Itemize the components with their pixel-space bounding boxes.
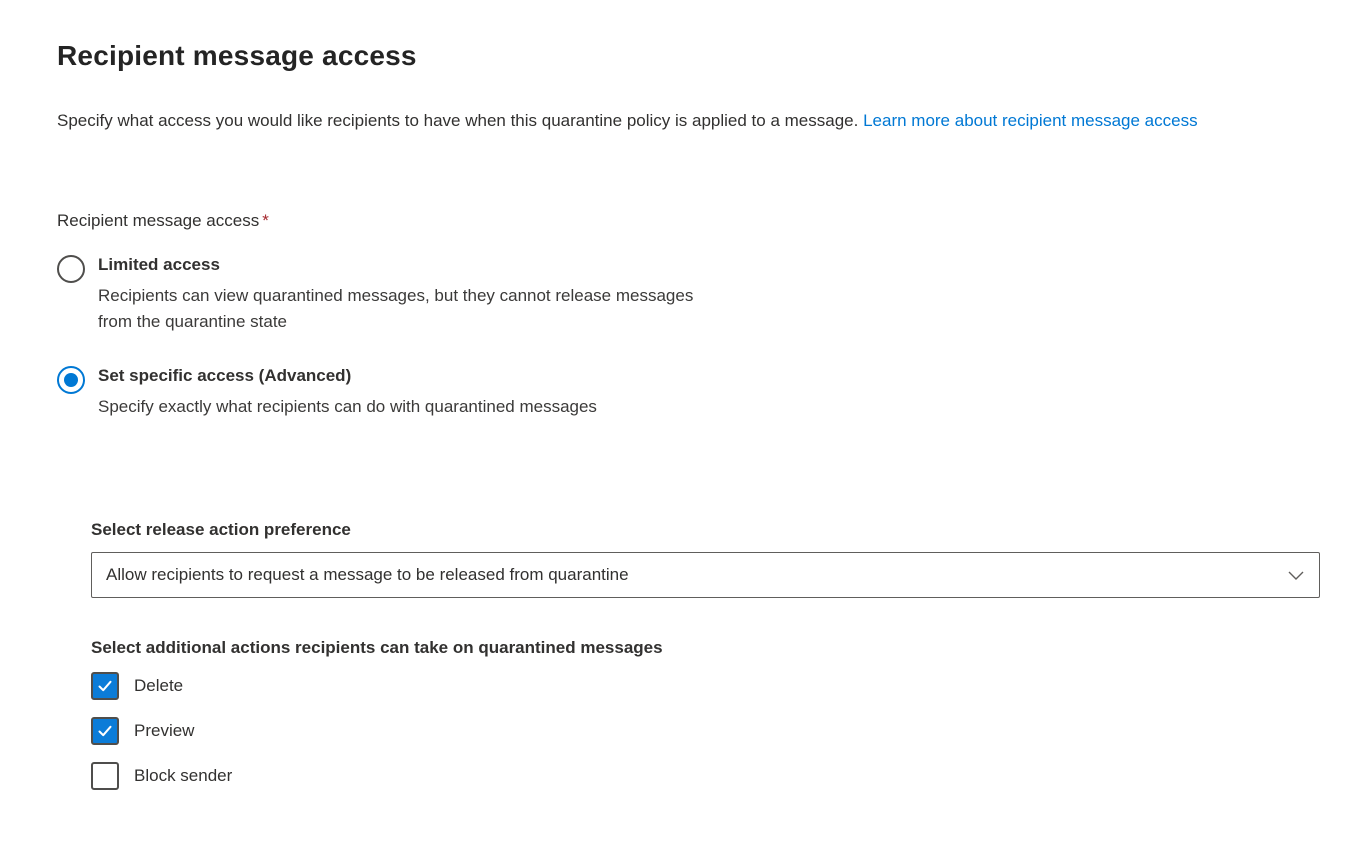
additional-actions-label: Select additional actions recipients can take on quarantined messages	[91, 638, 663, 657]
checkbox-row-block-sender[interactable]	[91, 762, 1320, 790]
learn-more-link[interactable]: Learn more about recipient message access	[863, 111, 1198, 130]
chevron-down-icon	[1287, 566, 1305, 584]
checkbox-block-sender[interactable]	[91, 762, 119, 790]
radio-set-specific-access-label[interactable]: Set specific access (Advanced)	[98, 366, 352, 385]
access-radio-group	[57, 254, 1320, 420]
checkbox-delete-label[interactable]: Delete	[134, 676, 184, 695]
additional-actions-group	[91, 672, 1320, 790]
checkbox-delete[interactable]	[91, 672, 119, 700]
page-title: Recipient message access	[57, 40, 417, 71]
access-field-label	[57, 211, 1320, 231]
radio-set-specific-access-description: Specify exactly what recipients can do with quarantined messages	[98, 397, 597, 416]
page-description-text: Specify what access you would like recipients to have when this quarantine policy is applied to a message.	[57, 111, 859, 130]
checkbox-preview-label[interactable]: Preview	[134, 721, 195, 740]
checkbox-row-delete[interactable]	[91, 672, 1320, 700]
release-action-label: Select release action preference	[91, 520, 351, 539]
radio-set-specific-access[interactable]	[57, 366, 85, 394]
radio-option-limited-access[interactable]	[57, 254, 1320, 335]
checkbox-preview[interactable]	[91, 717, 119, 745]
checkmark-icon	[96, 677, 114, 695]
release-action-selected-value: Allow recipients to request a message to be released from quarantine	[106, 565, 629, 584]
radio-option-set-specific-access[interactable]	[57, 365, 1320, 420]
access-field-label-text: Recipient message access	[57, 211, 260, 230]
required-asterisk: *	[262, 211, 269, 230]
checkbox-block-sender-label[interactable]: Block sender	[134, 766, 233, 785]
radio-limited-access[interactable]	[57, 255, 85, 283]
radio-set-specific-access-body	[98, 365, 597, 420]
radio-limited-access-label[interactable]: Limited access	[98, 255, 220, 274]
checkmark-icon	[96, 722, 114, 740]
radio-limited-access-description: Recipients can view quarantined messages, but they cannot release messages from the quarantine state	[98, 286, 694, 331]
radio-limited-access-body	[98, 254, 693, 335]
page-description	[57, 107, 1320, 135]
release-action-dropdown[interactable]	[91, 552, 1320, 598]
checkbox-row-preview[interactable]	[91, 717, 1320, 745]
advanced-access-section	[91, 520, 1320, 790]
